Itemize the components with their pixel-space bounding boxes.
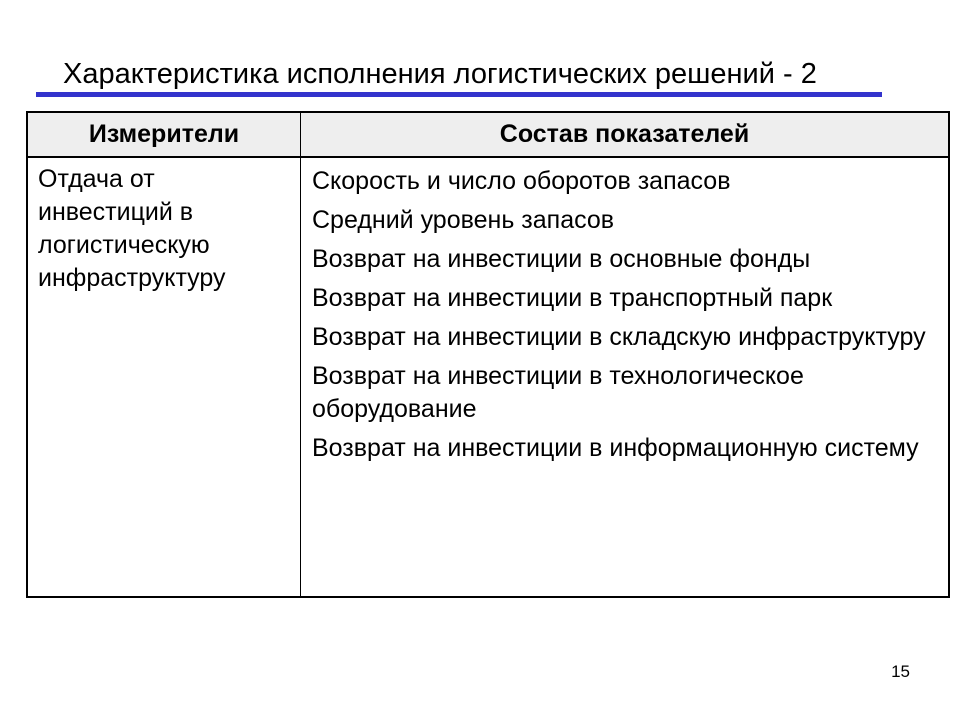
- indicator-item: Возврат на инвестиции в информационную систему: [312, 434, 919, 462]
- column-divider: [300, 113, 301, 596]
- indicator-item: Возврат на инвестиции в технологическое оборудование: [312, 362, 804, 423]
- title-underline: [36, 92, 882, 97]
- indicator-item: Возврат на инвестиции в складскую инфраструктуру: [312, 323, 926, 351]
- slide-title: Характеристика исполнения логистических решений - 2: [63, 58, 817, 90]
- indicators-cell: [312, 165, 944, 471]
- indicator-item: Возврат на инвестиции в транспортный парк: [312, 284, 833, 312]
- page-number: 15: [891, 662, 910, 681]
- table-header-row: [28, 113, 948, 158]
- measure-cell: Отдача от инвестиций в логистическую инфраструктуру: [38, 165, 226, 292]
- indicators-table: [26, 111, 950, 598]
- header-indicators: Состав показателей: [499, 120, 750, 148]
- indicator-item: Средний уровень запасов: [312, 206, 615, 234]
- indicator-item: Скорость и число оборотов запасов: [312, 167, 731, 195]
- indicator-item: Возврат на инвестиции в основные фонды: [312, 245, 811, 273]
- header-measures: Измерители: [88, 120, 240, 148]
